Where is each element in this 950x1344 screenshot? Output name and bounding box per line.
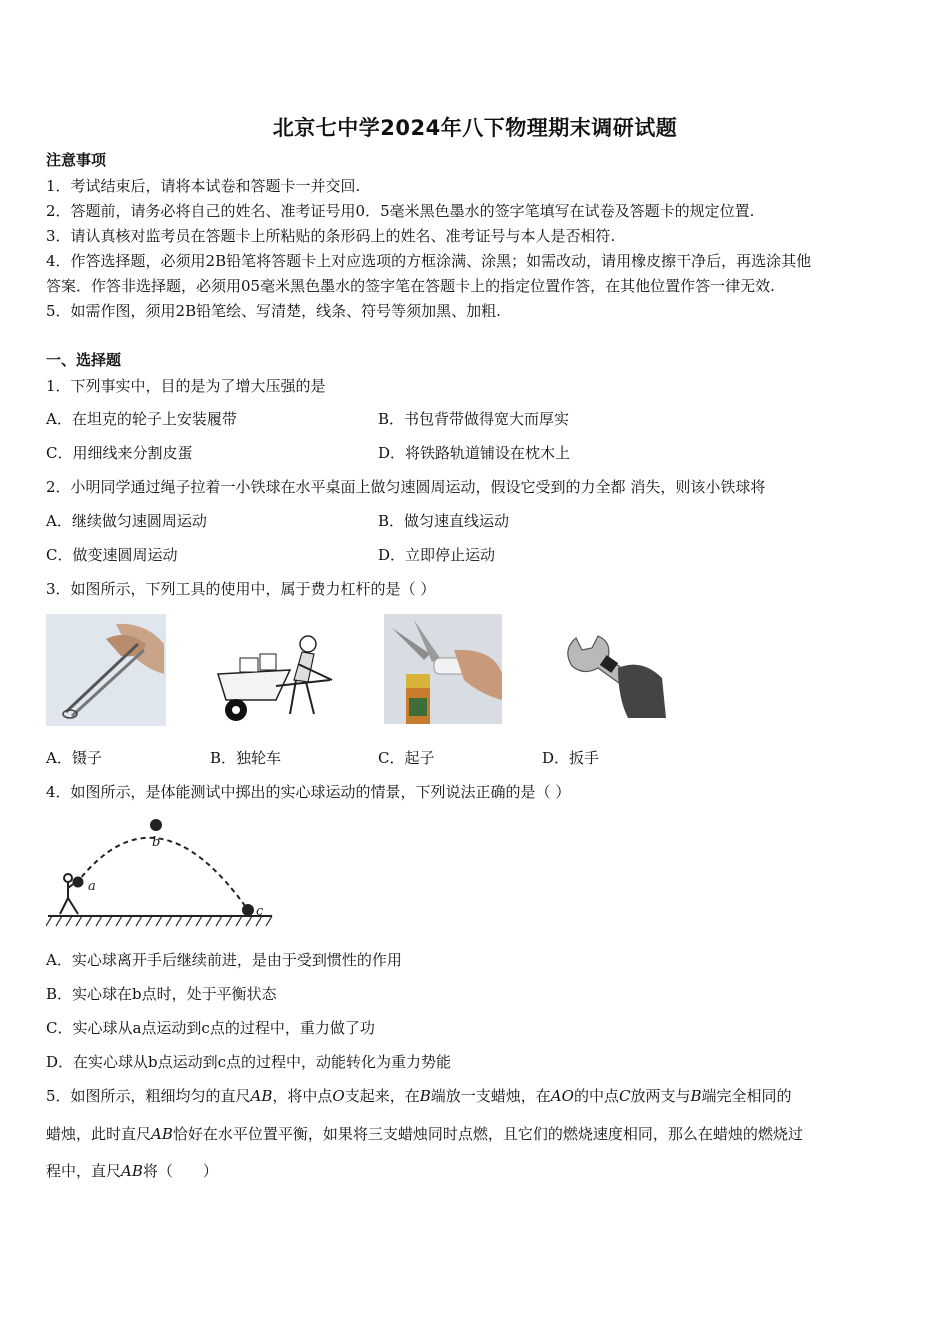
tweezers-illustration — [46, 614, 166, 726]
question-3-stem: 3．如图所示，下列工具的使用中，属于费力杠杆的是（ ） — [46, 580, 436, 598]
question-1-option-d: D．将铁路轨道铺设在枕木上 — [378, 444, 571, 462]
question-3-option-d: D．扳手 — [542, 749, 600, 767]
question-4-stem: 4．如图所示，是体能测试中掷出的实心球运动的情景，下列说法正确的是（ ） — [46, 783, 571, 801]
question-2-option-d: D．立即停止运动 — [378, 546, 496, 564]
notice-heading: 注意事项 — [46, 151, 107, 169]
question-3-option-a: A．镊子 — [46, 749, 102, 767]
question-2-stem: 2．小明同学通过绳子拉着一小铁球在水平桌面上做匀速圆周运动，假设它受到的力全都 消失，则该小铁球将 — [46, 478, 766, 496]
bottle-opener-illustration — [384, 614, 502, 724]
ball-at-a — [73, 877, 84, 888]
question-5-line-3: 程中，直尺AB将（ ） — [46, 1162, 218, 1180]
ground-hatching — [46, 916, 272, 926]
question-2-option-b: B．做匀速直线运动 — [378, 512, 510, 530]
section-heading: 一、选择题 — [46, 351, 122, 369]
question-4-option-c: C．实心球从a点运动到c点的过程中，重力做了功 — [46, 1019, 375, 1037]
shot-put-trajectory-diagram — [46, 814, 276, 930]
question-4-option-a: A．实心球离开手后继续前进，是由于受到惯性的作用 — [46, 951, 402, 969]
label-a: a — [88, 879, 96, 894]
question-1-option-b: B．书包背带做得宽大而厚实 — [378, 410, 570, 428]
question-1-option-c: C．用细线来分割皮蛋 — [46, 444, 193, 462]
question-2-option-c: C．做变速圆周运动 — [46, 546, 178, 564]
notice-item: 1．考试结束后，请将本试卷和答题卡一并交回. — [46, 177, 361, 195]
question-4-option-d: D．在实心球从b点运动到c点的过程中，动能转化为重力势能 — [46, 1053, 452, 1071]
label-b: b — [152, 835, 161, 850]
notice-item: 3．请认真核对监考员在答题卡上所粘贴的条形码上的姓名、准考证号与本人是否相符. — [46, 227, 616, 245]
question-1-stem: 1．下列事实中，目的是为了增大压强的是 — [46, 377, 326, 395]
question-4-option-b: B．实心球在b点时，处于平衡状态 — [46, 985, 277, 1003]
wheelbarrow-illustration — [210, 630, 340, 726]
notice-item: 答案．作答非选择题，必须用05毫米黑色墨水的签字笔在答题卡上的指定位置作答，在其他位置作答一律无效. — [46, 277, 775, 295]
ball-at-b — [150, 819, 162, 831]
question-2-option-a: A．继续做匀速圆周运动 — [46, 512, 207, 530]
notice-item: 4．作答选择题，必须用2B铅笔将答题卡上对应选项的方框涂满、涂黑；如需改动，请用橡皮擦干净后，再选涂其他 — [46, 252, 812, 270]
notice-item: 5．如需作图，须用2B铅笔绘、写清楚，线条、符号等须加黑、加粗. — [46, 302, 501, 320]
question-3-option-c: C．起子 — [378, 749, 435, 767]
wrench-illustration — [558, 628, 670, 720]
ball-at-c — [242, 904, 254, 916]
label-c: c — [256, 904, 264, 919]
question-5-line-1: 5．如图所示，粗细均匀的直尺AB，将中点O支起来，在B端放一支蜡烛，在AO的中点C放两支与B端完全相同的 — [46, 1087, 792, 1105]
question-5-line-2: 蜡烛，此时直尺AB恰好在水平位置平衡，如果将三支蜡烛同时点燃，且它们的燃烧速度相同，那么在蜡烛的燃烧过 — [46, 1125, 803, 1143]
page-title: 北京七中学2024年八下物理期末调研试题 — [272, 116, 678, 140]
question-1-option-a: A．在坦克的轮子上安装履带 — [46, 410, 237, 428]
question-3-option-b: B．独轮车 — [210, 749, 282, 767]
notice-item: 2．答题前，请务必将自己的姓名、准考证号用0．5毫米黑色墨水的签字笔填写在试卷及答题卡的规定位置. — [46, 202, 755, 220]
trajectory-curve — [76, 838, 248, 910]
